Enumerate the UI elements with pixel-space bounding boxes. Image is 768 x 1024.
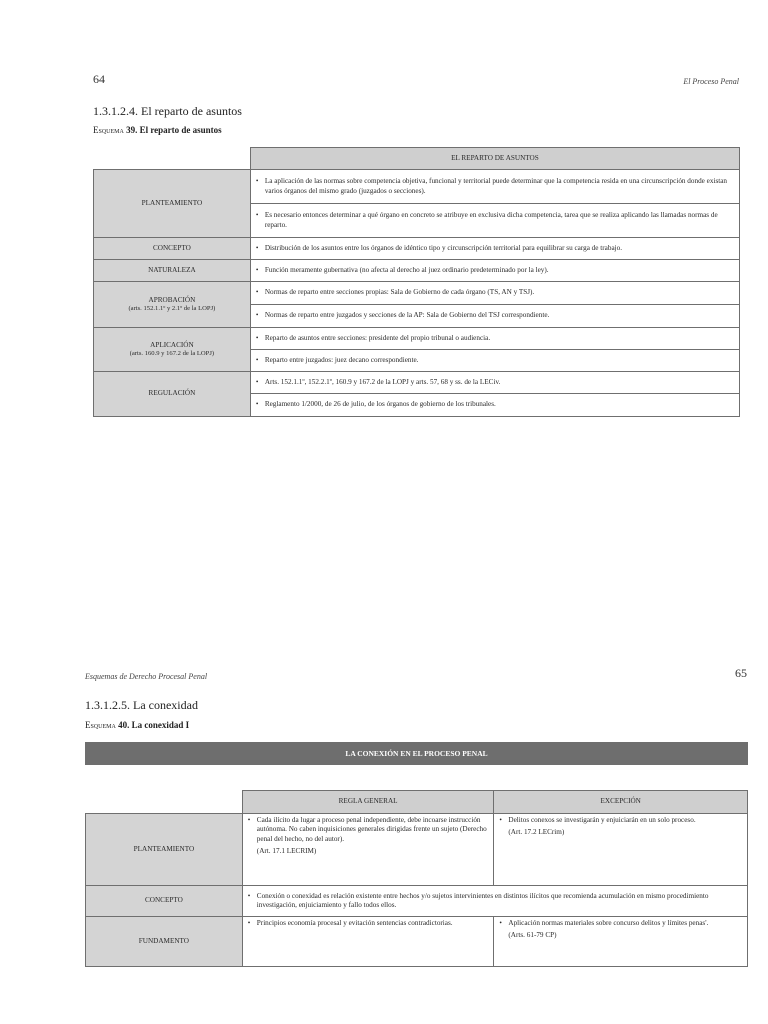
- row-label-concepto: CONCEPTO: [94, 238, 251, 260]
- conexidad-table: [85, 790, 748, 967]
- planteamiento-bullet-2: • Es necesario entonces determinar a qué órgano en concreto se atribuye en exclusiva dicha competencia, tarea que se realiza aplicando las llamadas normas de reparto.: [250, 204, 739, 238]
- concepto-text: • Conexión o conexidad es relación existente entre hechos y/o sujetos intervinientes en distintos ilícitos que recomienda acumulación en mismo procedimiento investigación, enjuiciamiento y fallo todos ellos.: [242, 886, 747, 917]
- row-label-planteamiento: PLANTEAMIENTO: [86, 814, 243, 886]
- row-label-fundamento: FUNDAMENTO: [86, 917, 243, 967]
- row-label-aprobacion: APROBACIÓN (arts. 152.1.1º y 2.1º de la LOPJ): [94, 282, 251, 328]
- corner-cell: [94, 148, 251, 170]
- corner-cell: [86, 791, 243, 814]
- conexion-banner: LA CONEXIÓN EN EL PROCESO PENAL: [85, 742, 748, 765]
- page-number-top: 64: [93, 72, 105, 86]
- row-label-planteamiento: PLANTEAMIENTO: [94, 170, 251, 238]
- col-header-general: REGLA GENERAL: [242, 791, 494, 814]
- schema-label: Esquema: [85, 720, 116, 730]
- aprobacion-bullet-1: • Normas de reparto entre secciones propias: Sala de Gobierno de cada órgano (TS, AN y TSJ).: [250, 282, 739, 305]
- planteamiento-general: • Cada ilícito da lugar a proceso penal independiente, debe incoarse instrucción autónoma. No caben inquisiciones generales dirigidas frente un sujeto (Derecho penal del hecho, no del autor). (Art. 17.1 LECRIM): [242, 814, 494, 886]
- schema-name: 40. La conexidad I: [118, 720, 190, 730]
- aplicacion-bullet-2: • Reparto entre juzgados: juez decano correspondiente.: [250, 350, 739, 372]
- concepto-bullet-1: • Distribución de los asuntos entre los órganos de idéntico tipo y circunscripción territorial para equilibrar su carga de trabajo.: [250, 238, 739, 260]
- aplicacion-bullet-1: • Reparto de asuntos entre secciones: presidente del propio tribunal o audiencia.: [250, 328, 739, 350]
- row-label-naturaleza: NATURALEZA: [94, 260, 251, 282]
- regulacion-bullet-1: • Arts. 152.1.1º, 152.2.1º, 160.9 y 167.2 de la LOPJ y arts. 57, 68 y ss. de la LECiv.: [250, 372, 739, 394]
- page-number-bottom: 65: [735, 666, 747, 680]
- row-label-aplicacion: APLICACIÓN (arts. 160.9 y 167.2 de la LOPJ): [94, 328, 251, 372]
- reparto-table: [93, 147, 740, 417]
- schema-label: Esquema: [93, 125, 124, 135]
- row-label-regulacion: REGULACIÓN: [94, 372, 251, 417]
- col-header-excepcion: EXCEPCIÓN: [494, 791, 748, 814]
- table-header: EL REPARTO DE ASUNTOS: [250, 148, 739, 170]
- running-head-top: El Proceso Penal: [683, 77, 739, 86]
- row-label-concepto: CONCEPTO: [86, 886, 243, 917]
- naturaleza-bullet-1: • Función meramente gubernativa (no afecta al derecho al juez ordinario predeterminado por la ley).: [250, 260, 739, 282]
- regulacion-bullet-2: • Reglamento 1/2000, de 26 de julio, de los órganos de gobierno de los tribunales.: [250, 394, 739, 417]
- schema-title-top: [93, 125, 222, 135]
- section-title-top: 1.3.1.2.4. El reparto de asuntos: [93, 104, 242, 118]
- schema-name: 39. El reparto de asuntos: [126, 125, 222, 135]
- aprobacion-bullet-2: • Normas de reparto entre juzgados y secciones de la AP: Sala de Gobierno del TSJ correspondiente.: [250, 305, 739, 328]
- planteamiento-bullet-1: • La aplicación de las normas sobre competencia objetiva, funcional y territorial puede determinar que la competencia resida en una circunscripción donde existan varios órganos del mismo grado (juzgados o secciones).: [250, 170, 739, 204]
- fundamento-excepcion: • Aplicación normas materiales sobre concurso delitos y límites penas'. (Arts. 61-79 CP): [494, 917, 748, 967]
- schema-title-bottom: [85, 720, 189, 730]
- planteamiento-excepcion: • Delitos conexos se investigarán y enjuiciarán en un solo proceso. (Art. 17.2 LECrim): [494, 814, 748, 886]
- section-title-bottom: 1.3.1.2.5. La conexidad: [85, 698, 198, 712]
- running-head-bottom: Esquemas de Derecho Procesal Penal: [85, 672, 208, 681]
- fundamento-general: • Principios economía procesal y evitación sentencias contradictorias.: [242, 917, 494, 967]
